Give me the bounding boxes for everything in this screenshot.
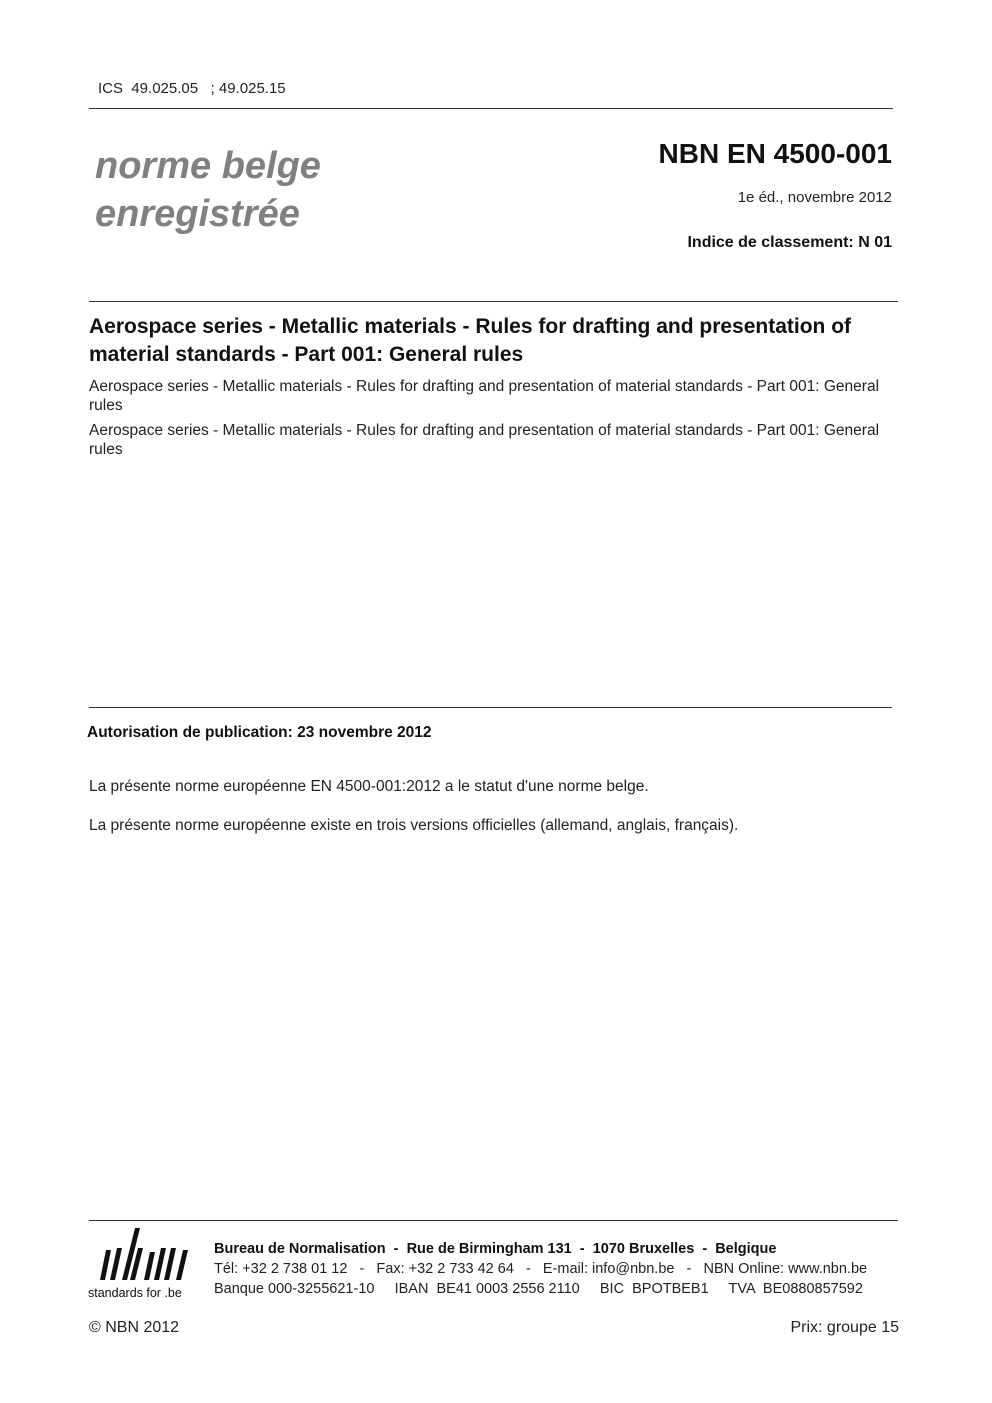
edition-date: 1e éd., novembre 2012 xyxy=(737,189,892,206)
footer-divider xyxy=(89,1220,898,1221)
logo-tagline: standards for .be xyxy=(88,1286,182,1300)
footer-contact: Tél: +32 2 738 01 12 - Fax: +32 2 733 42 64 - E-mail: info@nbn.be - NBN Online: www.nbn.be xyxy=(214,1261,868,1277)
footer-address: Bureau de Normalisation - Rue de Birmingham 131 - 1070 Bruxelles - Belgique xyxy=(214,1241,777,1257)
nbn-logo-icon xyxy=(88,1228,200,1286)
document-title: Aerospace series - Metallic materials - Rules for drafting and presentation of material standards - Part 001: General rules xyxy=(89,315,852,366)
classification-index: Indice de classement: N 01 xyxy=(687,234,892,251)
footer-bank: Banque 000-3255621-10 IBAN BE41 0003 2556 2110 BIC BPOTBEB1 TVA BE0880857592 xyxy=(214,1281,863,1297)
versions-paragraph: La présente norme européenne existe en trois versions officielles (allemand, anglais, français). xyxy=(89,817,739,834)
standard-number: NBN EN 4500-001 xyxy=(658,138,892,169)
price-group: Prix: groupe 15 xyxy=(790,1319,899,1336)
brand-title xyxy=(95,142,321,238)
publication-divider xyxy=(89,707,892,708)
brand-line-1: norme belge xyxy=(95,145,321,187)
ics-codes: ICS 49.025.05 ; 49.025.15 xyxy=(98,80,286,97)
title-divider xyxy=(89,301,898,302)
status-paragraph: La présente norme européenne EN 4500-001:2012 a le statut d'une norme belge. xyxy=(89,778,649,795)
brand-line-2: enregistrée xyxy=(95,193,300,235)
publication-authorization: Autorisation de publication: 23 novembre 2012 xyxy=(87,724,432,741)
top-divider xyxy=(89,108,893,109)
copyright: © NBN 2012 xyxy=(89,1319,180,1336)
nbn-logo xyxy=(88,1228,200,1304)
document-title-alt-1: Aerospace series - Metallic materials - Rules for drafting and presentation of material standards - Part 001: General rules xyxy=(89,378,880,414)
document-title-alt-2: Aerospace series - Metallic materials - Rules for drafting and presentation of material standards - Part 001: General rules xyxy=(89,422,880,458)
